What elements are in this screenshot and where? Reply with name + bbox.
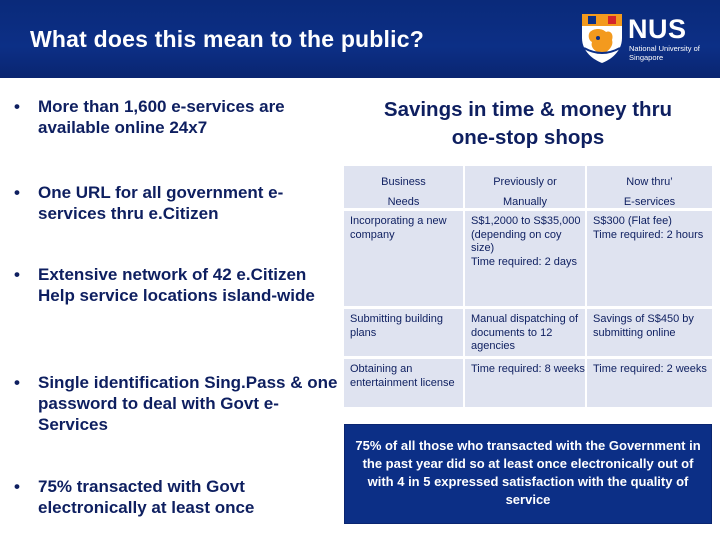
statistic-callout: 75% of all those who transacted with the Government in the past year did so at least once electronically out of with 4 in 5 expressed satisfaction with the quality of service bbox=[344, 424, 712, 524]
bullet-text: More than 1,600 e-services are available online 24x7 bbox=[38, 97, 285, 137]
column-divider bbox=[463, 211, 465, 306]
table-cell: Time required: 2 weeks bbox=[593, 363, 707, 375]
bullet-text: One URL for all government e-services thru e.Citizen bbox=[38, 183, 284, 223]
column-divider bbox=[463, 309, 465, 356]
column-divider bbox=[585, 309, 587, 356]
savings-heading-line: one-stop shops bbox=[451, 126, 605, 149]
table-row bbox=[344, 309, 712, 356]
savings-heading-line: Savings in time & money thru bbox=[383, 98, 673, 121]
bullet-icon: • bbox=[14, 183, 20, 202]
bullet-text: Single identification Sing.Pass & one password to deal with Govt e-Services bbox=[38, 373, 338, 434]
table-row bbox=[344, 211, 712, 306]
column-divider bbox=[585, 211, 587, 306]
title-bar bbox=[0, 0, 720, 78]
table-cell: Manual dispatching of documents to 12 agencies bbox=[471, 313, 579, 352]
crest-icon bbox=[580, 12, 624, 64]
logo-wordmark: NUS bbox=[628, 14, 687, 44]
table-cell: S$300 (Flat fee) Time required: 2 hours bbox=[593, 215, 704, 241]
table-cell: Time required: 8 weeks bbox=[471, 363, 585, 375]
bullet-icon: • bbox=[14, 477, 20, 496]
bullet-text: Extensive network of 42 e.Citizen Help service locations island-wide bbox=[38, 265, 315, 305]
savings-heading bbox=[348, 96, 708, 152]
table-row bbox=[344, 359, 712, 407]
column-header: Business Needs bbox=[381, 176, 426, 208]
table-cell: Submitting building plans bbox=[350, 313, 443, 339]
column-divider bbox=[585, 359, 587, 407]
logo-subtitle: National University of Singapore bbox=[629, 44, 700, 62]
bullet-icon: • bbox=[14, 373, 20, 392]
column-divider bbox=[585, 166, 587, 208]
table-cell: S$1,2000 to S$35,000 (depending on coy size) Time required: 2 days bbox=[471, 215, 581, 268]
nus-logo bbox=[580, 12, 710, 66]
column-divider bbox=[463, 166, 465, 208]
bullet-icon: • bbox=[14, 265, 20, 284]
table-cell: Incorporating a new company bbox=[350, 215, 447, 241]
column-header: Previously or Manually bbox=[493, 176, 557, 208]
column-header: Now thru’ E-services bbox=[623, 176, 676, 208]
table-header-row bbox=[344, 166, 712, 208]
bullet-text: 75% transacted with Govt electronically at least once bbox=[38, 477, 255, 517]
table-cell: Obtaining an entertainment license bbox=[350, 363, 455, 389]
table-cell: Savings of S$450 by submitting online bbox=[593, 313, 694, 339]
bullet-icon: • bbox=[14, 97, 20, 116]
slide-title: What does this mean to the public? bbox=[30, 26, 424, 52]
column-divider bbox=[463, 359, 465, 407]
